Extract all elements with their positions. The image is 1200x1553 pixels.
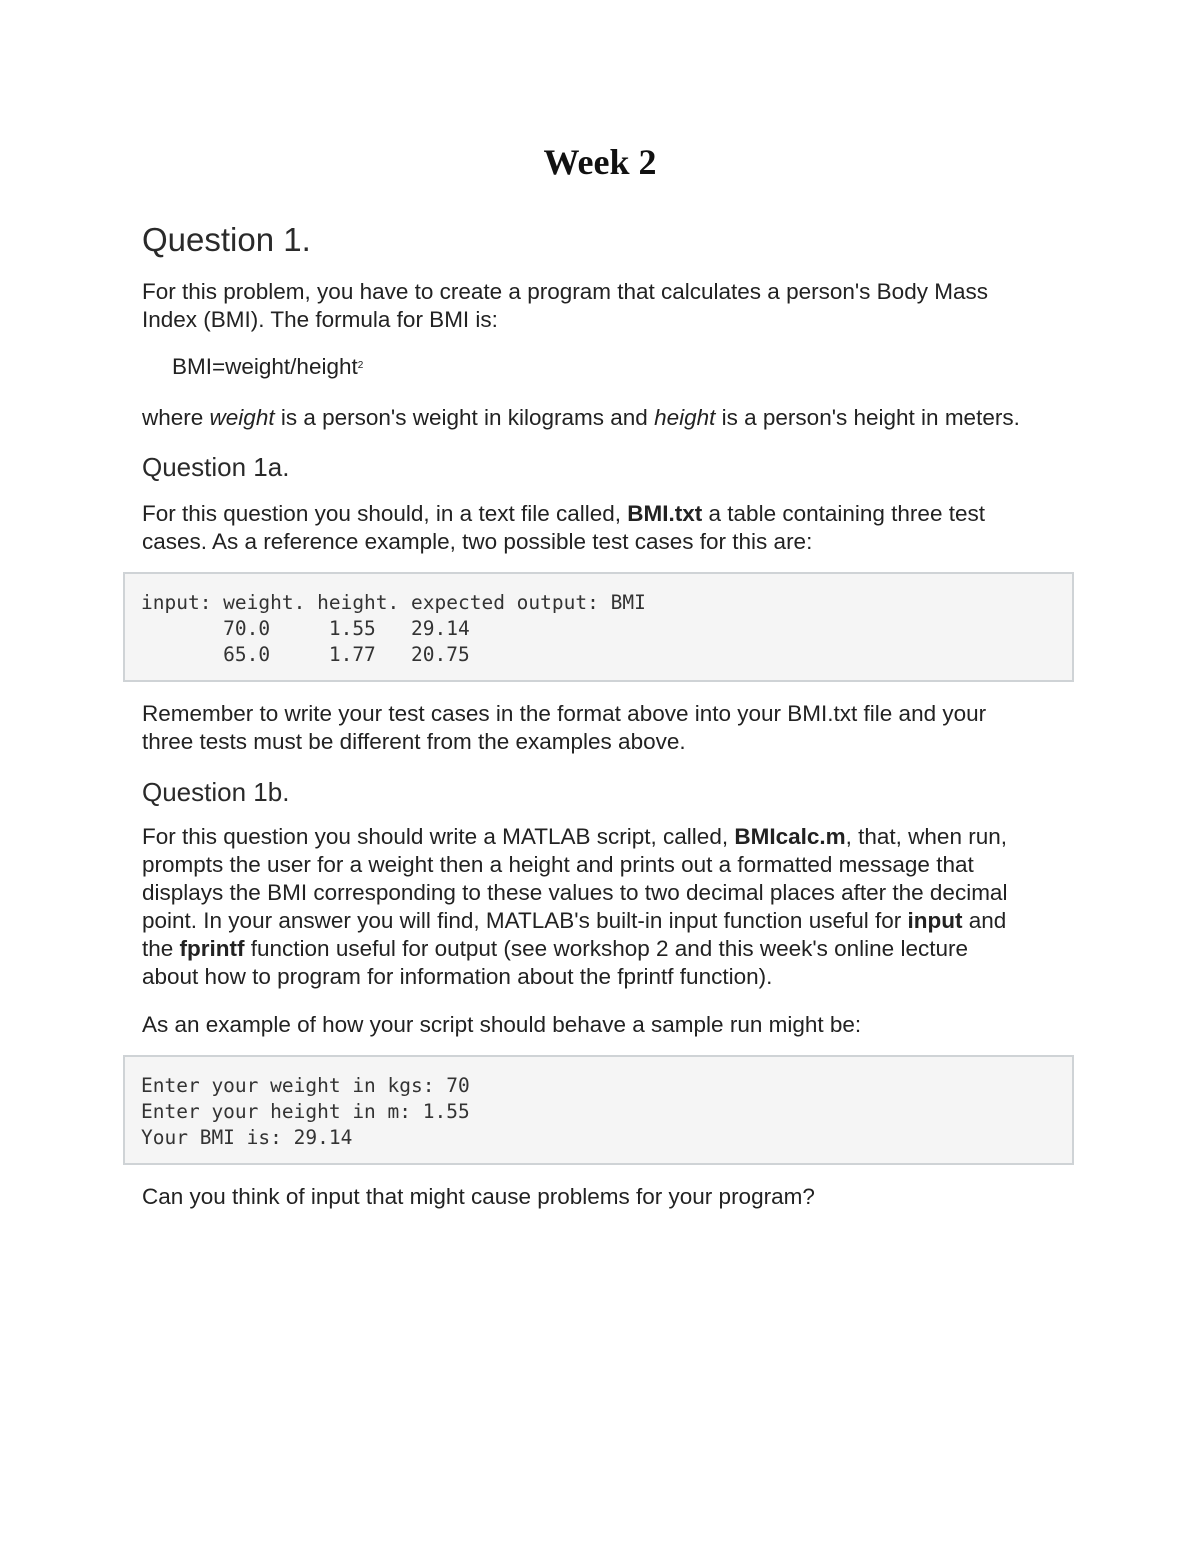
q1a-line-1: [142, 500, 1072, 528]
question-1-heading: Question 1.: [142, 221, 311, 258]
code-line: Enter your weight in kgs: 70: [141, 1074, 470, 1097]
sample-run-code-block: [123, 1055, 1074, 1165]
question-1a-text: [142, 500, 1072, 556]
q1a-text-a: For this question you should, in a text file called,: [142, 501, 628, 526]
q1b-line-4: [142, 907, 1072, 935]
page-title: Week 2: [543, 142, 657, 182]
code-line: Your BMI is: 29.14: [141, 1126, 353, 1149]
code-line: input: weight. height. expected output: BMI: [141, 591, 646, 614]
q1b-text-d: and: [962, 908, 1007, 933]
bmi-txt-filename: BMI.txt: [627, 501, 703, 526]
q1b-line-6: about how to program for information about the fprintf function).: [142, 964, 773, 989]
intro-line-2: Index (BMI). The formula for BMI is:: [142, 307, 498, 332]
bmi-formula: [172, 352, 363, 381]
where-text-2: is a person's weight in kilograms and: [274, 405, 655, 430]
q1b-text-e: the: [142, 936, 180, 961]
example-intro: As an example of how your script should behave a sample run might be:: [142, 1012, 862, 1037]
q1b-line-3: displays the BMI corresponding to these values to two decimal places after the decimal: [142, 880, 1008, 905]
q1b-text-f: function useful for output (see workshop 2 and this week's online lecture: [244, 936, 968, 961]
closing-question: Can you think of input that might cause problems for your program?: [142, 1184, 815, 1209]
bmicalc-filename: BMIcalc.m: [734, 824, 846, 849]
q1b-line-1: [142, 823, 1072, 851]
question-1a-reminder: [142, 700, 1072, 756]
question-1b-heading: Question 1b.: [142, 777, 290, 807]
weight-term: weight: [209, 405, 275, 430]
q1b-line-5: [142, 935, 1072, 963]
question-1-intro: [142, 278, 1072, 334]
q1b-text-a: For this question you should write a MATLAB script, called,: [142, 824, 735, 849]
height-term: height: [654, 405, 716, 430]
question-1b-text: [142, 823, 1072, 991]
question-1a-heading: Question 1a.: [142, 452, 290, 482]
q1a-text-b: a table containing three test: [702, 501, 985, 526]
where-text-3: is a person's height in meters.: [715, 405, 1020, 430]
where-text-1: where: [142, 405, 210, 430]
input-keyword: input: [907, 908, 963, 933]
test-cases-code-block: [123, 572, 1074, 682]
reminder-line-2: three tests must be different from the examples above.: [142, 729, 686, 754]
intro-line-1: For this problem, you have to create a program that calculates a person's Body Mass: [142, 279, 988, 304]
formula-base: BMI=weight/height: [172, 354, 358, 379]
q1a-line-2: cases. As a reference example, two possible test cases for this are:: [142, 529, 813, 554]
code-line: Enter your height in m: 1.55: [141, 1100, 470, 1123]
q1b-line-2: prompts the user for a weight then a height and prints out a formatted message that: [142, 852, 974, 877]
code-line: 65.0 1.77 20.75: [141, 643, 470, 666]
q1b-text-b: , that, when run,: [845, 824, 1007, 849]
variable-definitions: [142, 404, 1072, 432]
reminder-line-1: Remember to write your test cases in the format above into your BMI.txt file and your: [142, 701, 987, 726]
formula-exponent: 2: [357, 360, 364, 371]
fprintf-keyword: fprintf: [179, 936, 245, 961]
q1b-text-c: point. In your answer you will find, MATLAB's built-in input function useful for: [142, 908, 908, 933]
code-line: 70.0 1.55 29.14: [141, 617, 470, 640]
